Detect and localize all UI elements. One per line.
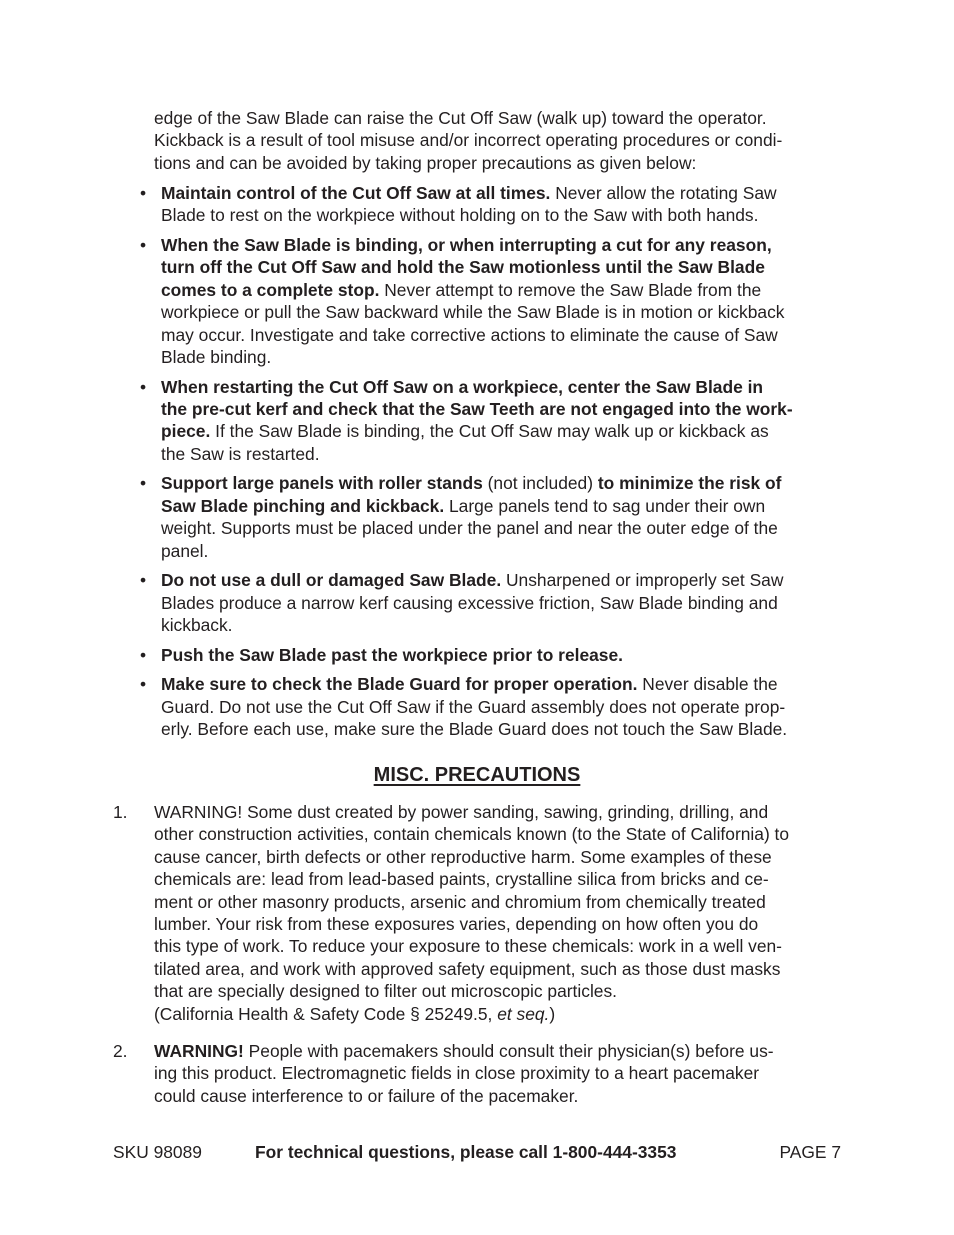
item-line: [154, 1040, 854, 1062]
bullet-dot: •: [140, 235, 147, 255]
bullet-text: Guard. Do not use the Cut Off Saw if the Guard assembly does not operate prop-: [161, 696, 786, 717]
bullet-bold-text: Push the Saw Blade past the workpiece prior to release.: [161, 644, 623, 665]
bullet-dot: •: [140, 473, 147, 494]
bullet-bold-text: Maintain control of the Cut Off Saw at all times.: [161, 183, 551, 203]
bullet-line: [161, 256, 850, 278]
bullet-text: the Saw is restarted.: [161, 443, 320, 464]
bullet-dot: •: [140, 570, 147, 591]
bullet-line: [161, 718, 850, 740]
bullet-bold-text: When the Saw Blade is binding, or when interrupting a cut for any reason,: [161, 235, 772, 255]
bullet-text: Blade binding.: [161, 347, 272, 368]
bullet-line: [161, 569, 850, 591]
bullet-line: [161, 301, 850, 323]
bullet-bold-text: When restarting the Cut Off Saw on a workpiece, center the Saw Blade in: [161, 376, 764, 397]
item-number: 2.: [113, 1041, 128, 1061]
bullet-bold-text: Support large panels with roller stands: [161, 473, 483, 494]
bullet-text: panel.: [161, 540, 209, 561]
kickback-precautions-list: [140, 182, 850, 748]
bullet-text: Never disable the: [637, 674, 778, 695]
bullet-item: [140, 569, 850, 636]
bullet-line: [161, 324, 850, 346]
bullet-line: [161, 472, 850, 494]
bullet-line: [161, 614, 850, 636]
bullet-text: Large panels tend to sag under their own: [444, 495, 766, 516]
bullet-line: [161, 398, 850, 420]
bullet-bold-text: the pre-cut kerf and check that the Saw Teeth are not engaged into the work-: [161, 399, 793, 420]
bullet-dot: •: [140, 674, 147, 695]
bullet-item: [140, 182, 850, 227]
bullet-text: Never attempt to remove the Saw Blade from the: [379, 279, 762, 300]
item-line: ing this product. Electromagnetic fields in close proximity to a heart pacemaker: [154, 1063, 760, 1084]
bullet-dot: •: [140, 644, 147, 665]
misc-item-2: [154, 1040, 854, 1107]
bullet-line: [161, 204, 850, 226]
warning-label: WARNING!: [154, 1041, 244, 1061]
item-line: other construction activities, contain chemicals known (to the State of California) to: [154, 824, 790, 845]
item-line: lumber. Your risk from these exposures varies, depending on how often you do: [154, 914, 759, 935]
bullet-item: [140, 472, 850, 562]
bullet-item: [140, 234, 850, 368]
bullet-dot: •: [140, 376, 147, 397]
item-line: WARNING! Some dust created by power sanding, sawing, grinding, drilling, and: [154, 802, 769, 822]
intro-line: tions and can be avoided by taking proper precautions as given below:: [154, 152, 697, 173]
item-line: cause cancer, birth defects or other reproductive harm. Some examples of these: [154, 846, 772, 867]
bullet-text: erly. Before each use, make sure the Blade Guard does not touch the Saw Blade.: [161, 719, 788, 740]
intro-line: edge of the Saw Blade can raise the Cut Off Saw (walk up) toward the operator.: [154, 108, 767, 128]
bullet-bold-text: to minimize the risk of: [597, 473, 782, 494]
bullet-bold-text: Make sure to check the Blade Guard for proper operation.: [161, 674, 638, 695]
bullet-bold-text: comes to a complete stop.: [161, 279, 380, 300]
bullet-bold-text: Do not use a dull or damaged Saw Blade.: [161, 570, 502, 591]
item-number: 1.: [113, 802, 128, 822]
citation-text: (California Health & Safety Code § 25249.5,: [154, 1003, 498, 1024]
bullet-line: [161, 376, 850, 398]
bullet-bold-text: Saw Blade pinching and kickback.: [161, 495, 445, 516]
bullet-item: [140, 376, 850, 466]
section-heading: [0, 762, 954, 788]
citation: [154, 1003, 854, 1025]
bullet-line: [161, 443, 850, 465]
bullet-line: [161, 346, 850, 368]
bullet-line: [161, 495, 850, 517]
bullet-bold-text: piece.: [161, 421, 211, 442]
bullet-text: kickback.: [161, 615, 233, 636]
citation-italic: et seq.: [497, 1003, 550, 1024]
citation-end: ): [549, 1003, 556, 1024]
bullet-text: If the Saw Blade is binding, the Cut Off Saw may walk up or kickback as: [210, 421, 769, 442]
bullet-bold-text: turn off the Cut Off Saw and hold the Saw motionless until the Saw Blade: [161, 257, 765, 278]
item-line: chemicals are: lead from lead-based paints, crystalline silica from bricks and ce-: [154, 869, 769, 890]
bullet-line: [161, 420, 850, 442]
bullet-line: [161, 279, 850, 301]
footer-sku: SKU 98089: [113, 1142, 202, 1162]
item-text: People with pacemakers should consult their physician(s) before us-: [243, 1041, 774, 1061]
bullet-line: [161, 696, 850, 718]
bullet-dot: •: [140, 183, 147, 203]
bullet-text: (not included): [482, 473, 598, 494]
intro-paragraph: [154, 107, 844, 174]
misc-precautions-heading: MISC. PRECAUTIONS: [373, 764, 581, 786]
bullet-line: [161, 234, 850, 256]
bullet-line: [161, 182, 850, 204]
bullet-line: [161, 517, 850, 539]
bullet-text: workpiece or pull the Saw backward while the Saw Blade is in motion or kickback: [161, 302, 785, 323]
bullet-text: Unsharpened or improperly set Saw: [501, 570, 784, 591]
bullet-line: [161, 644, 850, 666]
item-line: could cause interference to or failure of the pacemaker.: [154, 1085, 579, 1106]
bullet-text: Never allow the rotating Saw: [550, 183, 777, 203]
misc-item-1: [154, 801, 854, 1025]
bullet-item: [140, 644, 850, 666]
item-line: that are specially designed to filter out microscopic particles.: [154, 981, 618, 1002]
bullet-text: may occur. Investigate and take corrective actions to eliminate the cause of Saw: [161, 324, 778, 345]
intro-line: Kickback is a result of tool misuse and/or incorrect operating procedures or condi-: [154, 130, 783, 151]
item-line: ment or other masonry products, arsenic and chromium from chemically treated: [154, 891, 766, 912]
item-line: this type of work. To reduce your exposure to these chemicals: work in a well ven-: [154, 936, 782, 957]
footer-page-number: PAGE 7: [779, 1142, 841, 1162]
bullet-text: weight. Supports must be placed under the panel and near the outer edge of the: [161, 518, 778, 539]
bullet-item: [140, 673, 850, 740]
footer-contact: For technical questions, please call 1-800-444-3353: [255, 1142, 677, 1162]
bullet-text: Blades produce a narrow kerf causing excessive friction, Saw Blade binding and: [161, 592, 778, 613]
bullet-text: Blade to rest on the workpiece without holding on to the Saw with both hands.: [161, 205, 759, 226]
bullet-line: [161, 673, 850, 695]
bullet-line: [161, 592, 850, 614]
item-line: tilated area, and work with approved safety equipment, such as those dust masks: [154, 958, 781, 979]
bullet-line: [161, 540, 850, 562]
